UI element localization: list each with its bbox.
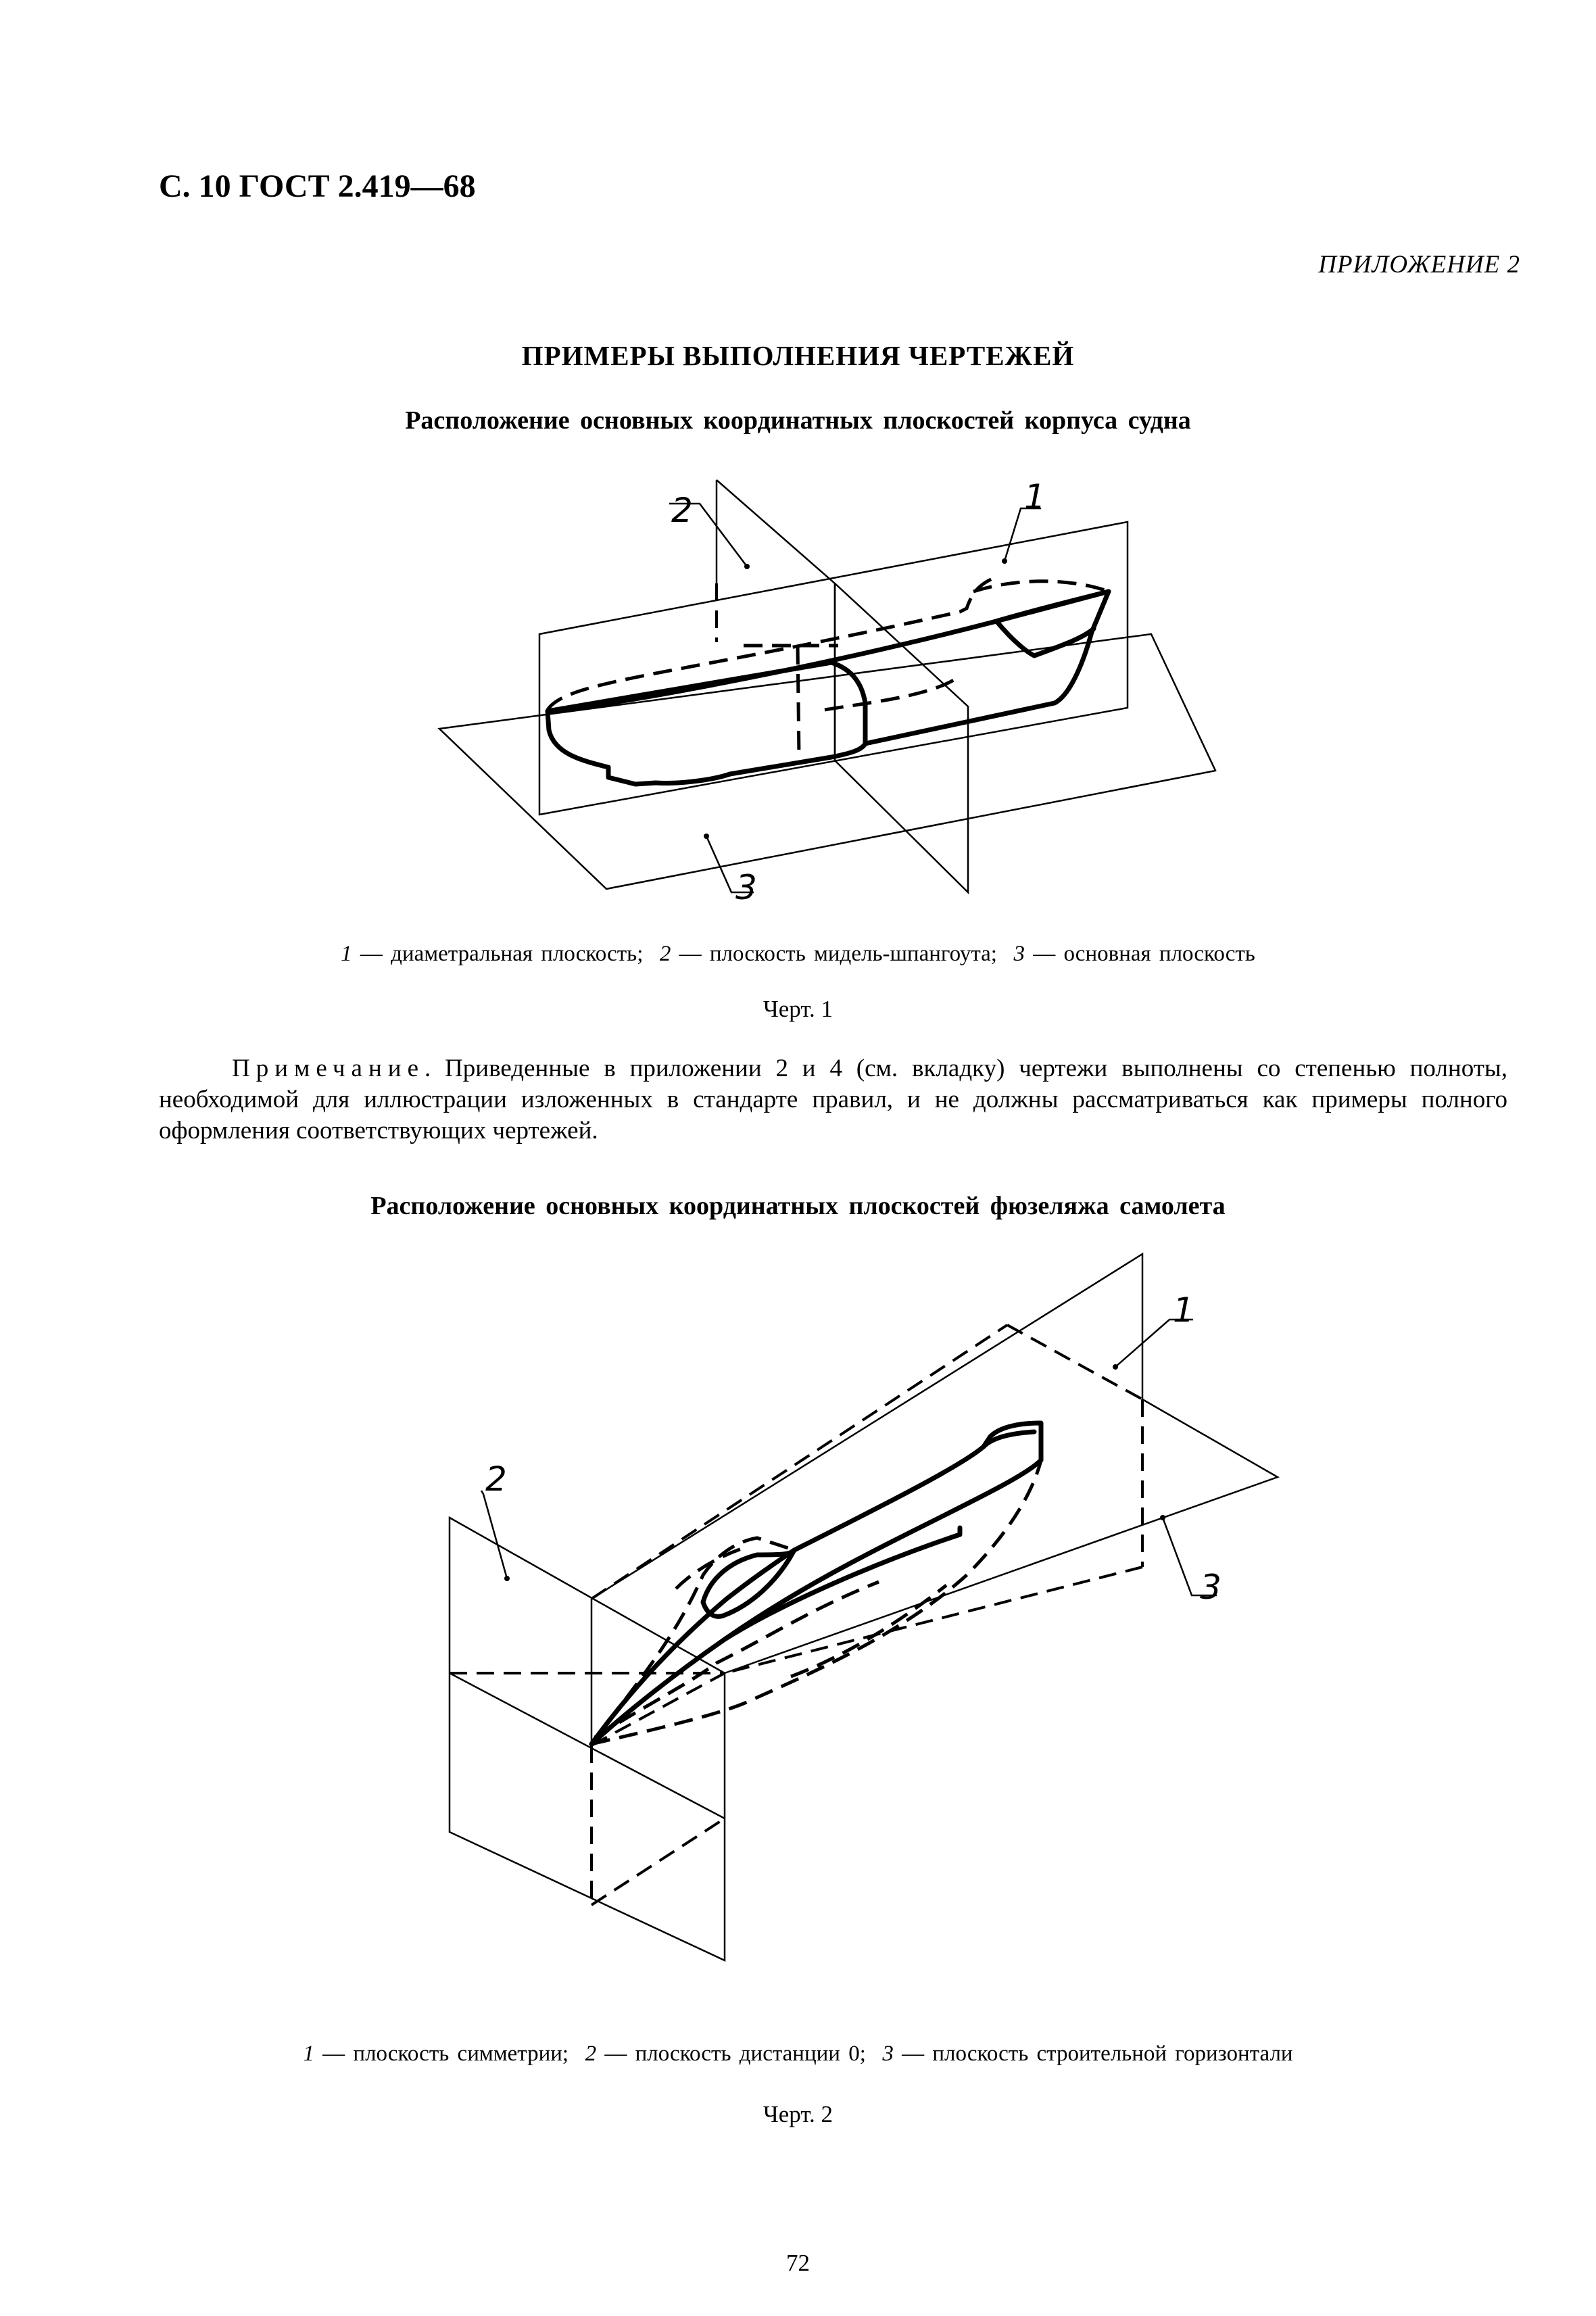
figure2-label-3: 3	[1200, 1568, 1222, 1607]
figure2-caption: 1 — плоскость симметрии; 2 — плоскость дистанции 0; 3 — плоскость строительной горизонтали	[303, 2042, 1293, 2066]
page-header: С. 10 ГОСТ 2.419—68	[159, 168, 476, 204]
figure1-label-1: 1	[1024, 477, 1046, 516]
figure1-label-2: 2	[671, 491, 693, 530]
station-plane	[450, 1518, 725, 1960]
figure1-subtitle: Расположение основных координатных плоскостей корпуса судна	[405, 406, 1191, 435]
figure2-number: Черт. 2	[763, 2101, 833, 2127]
appendix-label: ПРИЛОЖЕНИЕ 2	[1318, 251, 1520, 279]
figure1-caption: 1 — диаметральная плоскость; 2 — плоскость мидель-шпангоута; 3 — основная плоскость	[341, 942, 1255, 966]
fuselage	[591, 1423, 1041, 1744]
figure2-label-1: 1	[1173, 1290, 1194, 1330]
figure1-label-3: 3	[735, 868, 757, 907]
symmetry-plane	[591, 1254, 1142, 1599]
note-label: Примечание	[232, 1055, 425, 1082]
figure1-number: Черт. 1	[763, 996, 833, 1022]
figure2-label-2: 2	[485, 1459, 507, 1499]
figure2-subtitle: Расположение основных координатных плоскостей фюзеляжа самолета	[370, 1192, 1226, 1220]
page-number: 72	[786, 2250, 810, 2276]
page-title: ПРИМЕРЫ ВЫПОЛНЕНИЯ ЧЕРТЕЖЕЙ	[521, 340, 1075, 371]
note-text: . Приведенные в приложении 2 и 4 (см. вкладку) чертежи выполнены со степенью полноты, необходимой для иллюстрации изложенных в стандарте правил, и не должны рассматриваться как примеры полного оформления соответствующих чертежей.	[159, 1055, 1507, 1144]
